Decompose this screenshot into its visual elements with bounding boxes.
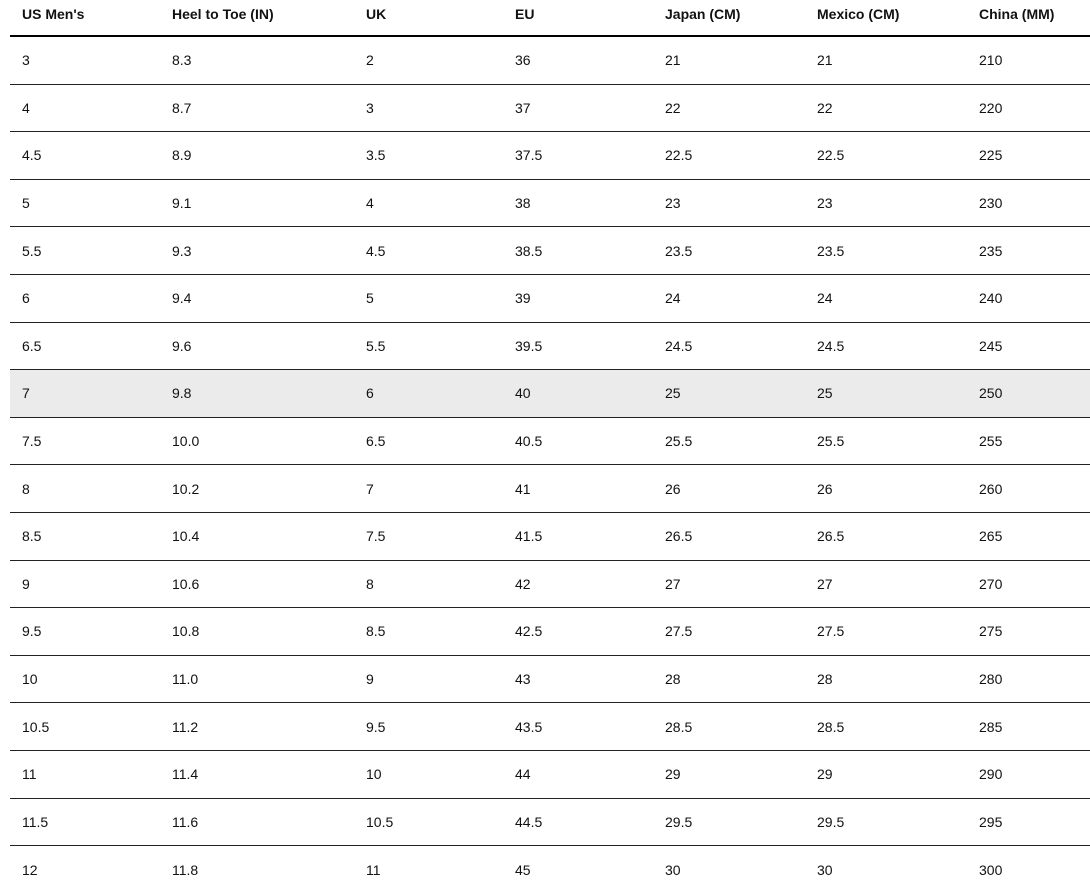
cell-uk: 8.5	[366, 623, 386, 640]
size-chart-table	[10, 0, 1090, 894]
cell-china: 250	[979, 385, 1003, 402]
cell-mexico: 24	[817, 290, 833, 307]
cell-uk: 9.5	[366, 718, 386, 735]
header-japan: Japan (CM)	[665, 6, 741, 22]
cell-us-mens: 10.5	[22, 718, 50, 735]
cell-japan: 21	[665, 52, 681, 69]
table-row	[10, 132, 1090, 180]
cell-us-mens: 6.5	[22, 337, 42, 354]
cell-mexico: 28	[817, 671, 833, 688]
cell-heel-to-toe: 9.8	[172, 385, 192, 402]
cell-mexico: 29	[817, 766, 833, 783]
cell-uk: 11	[366, 861, 381, 878]
cell-eu: 37.5	[515, 147, 543, 164]
cell-china: 290	[979, 766, 1003, 783]
cell-japan: 27	[665, 575, 681, 592]
header-heel-to-toe: Heel to Toe (IN)	[172, 6, 274, 22]
cell-china: 235	[979, 242, 1003, 259]
cell-heel-to-toe: 8.9	[172, 147, 192, 164]
cell-japan: 27.5	[665, 623, 693, 640]
cell-japan: 28.5	[665, 718, 693, 735]
cell-uk: 3	[366, 99, 374, 116]
table-row	[10, 227, 1090, 275]
cell-uk: 7	[366, 480, 374, 497]
cell-japan: 26	[665, 480, 681, 497]
cell-uk: 6	[366, 385, 374, 402]
header-mexico: Mexico (CM)	[817, 6, 900, 22]
cell-mexico: 26.5	[817, 528, 845, 545]
cell-us-mens: 8	[22, 480, 30, 497]
cell-mexico: 22	[817, 99, 833, 116]
cell-china: 285	[979, 718, 1003, 735]
cell-china: 230	[979, 195, 1003, 212]
cell-japan: 24	[665, 290, 681, 307]
cell-japan: 30	[665, 861, 681, 878]
cell-mexico: 22.5	[817, 147, 845, 164]
table-row	[10, 370, 1090, 418]
cell-mexico: 23	[817, 195, 833, 212]
cell-mexico: 23.5	[817, 242, 845, 259]
cell-mexico: 25	[817, 385, 833, 402]
cell-japan: 23	[665, 195, 681, 212]
cell-heel-to-toe: 8.3	[172, 52, 192, 69]
cell-eu: 39	[515, 290, 531, 307]
cell-uk: 5.5	[366, 337, 386, 354]
cell-heel-to-toe: 9.6	[172, 337, 192, 354]
table-row	[10, 465, 1090, 513]
header-us-mens: US Men's	[22, 6, 85, 22]
table-row	[10, 608, 1090, 656]
cell-us-mens: 8.5	[22, 528, 42, 545]
table-row	[10, 418, 1090, 466]
cell-china: 220	[979, 99, 1003, 116]
table-row	[10, 37, 1090, 85]
cell-us-mens: 5	[22, 195, 30, 212]
cell-mexico: 24.5	[817, 337, 845, 354]
cell-japan: 26.5	[665, 528, 693, 545]
cell-us-mens: 10	[22, 671, 38, 688]
cell-uk: 4	[366, 195, 374, 212]
cell-uk: 10.5	[366, 813, 394, 830]
table-row	[10, 513, 1090, 561]
cell-china: 265	[979, 528, 1003, 545]
cell-uk: 10	[366, 766, 382, 783]
cell-china: 270	[979, 575, 1003, 592]
cell-eu: 38	[515, 195, 531, 212]
cell-eu: 44	[515, 766, 531, 783]
cell-us-mens: 3	[22, 52, 30, 69]
cell-japan: 22	[665, 99, 681, 116]
cell-mexico: 27	[817, 575, 833, 592]
cell-heel-to-toe: 10.4	[172, 528, 200, 545]
table-header-row	[10, 0, 1090, 37]
cell-heel-to-toe: 10.2	[172, 480, 200, 497]
cell-eu: 43.5	[515, 718, 543, 735]
cell-uk: 7.5	[366, 528, 386, 545]
header-china: China (MM)	[979, 6, 1055, 22]
cell-japan: 29.5	[665, 813, 693, 830]
cell-mexico: 21	[817, 52, 833, 69]
cell-uk: 5	[366, 290, 374, 307]
cell-china: 280	[979, 671, 1003, 688]
cell-uk: 9	[366, 671, 374, 688]
cell-heel-to-toe: 10.6	[172, 575, 200, 592]
cell-eu: 36	[515, 52, 531, 69]
cell-japan: 22.5	[665, 147, 693, 164]
table-body	[10, 37, 1090, 894]
table-row	[10, 323, 1090, 371]
cell-us-mens: 9	[22, 575, 30, 592]
cell-eu: 37	[515, 99, 531, 116]
cell-heel-to-toe: 9.4	[172, 290, 192, 307]
cell-japan: 25.5	[665, 433, 693, 450]
table-row	[10, 799, 1090, 847]
cell-us-mens: 11.5	[22, 813, 49, 830]
cell-us-mens: 7.5	[22, 433, 42, 450]
cell-uk: 8	[366, 575, 374, 592]
cell-heel-to-toe: 11.4	[172, 766, 199, 783]
cell-eu: 43	[515, 671, 531, 688]
cell-japan: 24.5	[665, 337, 693, 354]
cell-heel-to-toe: 10.0	[172, 433, 200, 450]
cell-eu: 39.5	[515, 337, 543, 354]
cell-eu: 40	[515, 385, 531, 402]
cell-china: 240	[979, 290, 1003, 307]
cell-us-mens: 7	[22, 385, 30, 402]
table-row	[10, 85, 1090, 133]
cell-eu: 41	[515, 480, 531, 497]
header-eu: EU	[515, 6, 535, 22]
cell-japan: 23.5	[665, 242, 693, 259]
cell-japan: 29	[665, 766, 681, 783]
cell-china: 245	[979, 337, 1003, 354]
cell-china: 210	[979, 52, 1003, 69]
cell-us-mens: 11	[22, 766, 37, 783]
cell-eu: 45	[515, 861, 531, 878]
cell-china: 260	[979, 480, 1003, 497]
cell-heel-to-toe: 10.8	[172, 623, 200, 640]
cell-china: 295	[979, 813, 1003, 830]
cell-uk: 3.5	[366, 147, 386, 164]
cell-us-mens: 4.5	[22, 147, 42, 164]
cell-japan: 25	[665, 385, 681, 402]
cell-us-mens: 5.5	[22, 242, 42, 259]
cell-mexico: 26	[817, 480, 833, 497]
cell-heel-to-toe: 11.8	[172, 861, 199, 878]
cell-heel-to-toe: 11.0	[172, 671, 199, 688]
cell-us-mens: 4	[22, 99, 30, 116]
cell-uk: 2	[366, 52, 374, 69]
table-row	[10, 180, 1090, 228]
cell-heel-to-toe: 9.1	[172, 195, 192, 212]
header-uk: UK	[366, 6, 387, 22]
cell-us-mens: 6	[22, 290, 30, 307]
cell-china: 225	[979, 147, 1003, 164]
cell-us-mens: 12	[22, 861, 38, 878]
cell-mexico: 25.5	[817, 433, 845, 450]
cell-mexico: 29.5	[817, 813, 845, 830]
table-row	[10, 751, 1090, 799]
cell-mexico: 28.5	[817, 718, 845, 735]
table-row	[10, 275, 1090, 323]
table-row	[10, 703, 1090, 751]
cell-eu: 41.5	[515, 528, 543, 545]
cell-us-mens: 9.5	[22, 623, 42, 640]
cell-heel-to-toe: 8.7	[172, 99, 192, 116]
table-row	[10, 561, 1090, 609]
cell-heel-to-toe: 9.3	[172, 242, 192, 259]
cell-eu: 38.5	[515, 242, 543, 259]
cell-eu: 42.5	[515, 623, 543, 640]
cell-eu: 40.5	[515, 433, 543, 450]
cell-china: 255	[979, 433, 1003, 450]
cell-eu: 44.5	[515, 813, 543, 830]
cell-uk: 6.5	[366, 433, 386, 450]
cell-mexico: 27.5	[817, 623, 845, 640]
cell-uk: 4.5	[366, 242, 386, 259]
cell-mexico: 30	[817, 861, 833, 878]
cell-heel-to-toe: 11.2	[172, 718, 199, 735]
cell-china: 300	[979, 861, 1003, 878]
cell-eu: 42	[515, 575, 531, 592]
cell-japan: 28	[665, 671, 681, 688]
cell-china: 275	[979, 623, 1003, 640]
cell-heel-to-toe: 11.6	[172, 813, 199, 830]
table-row	[10, 656, 1090, 704]
